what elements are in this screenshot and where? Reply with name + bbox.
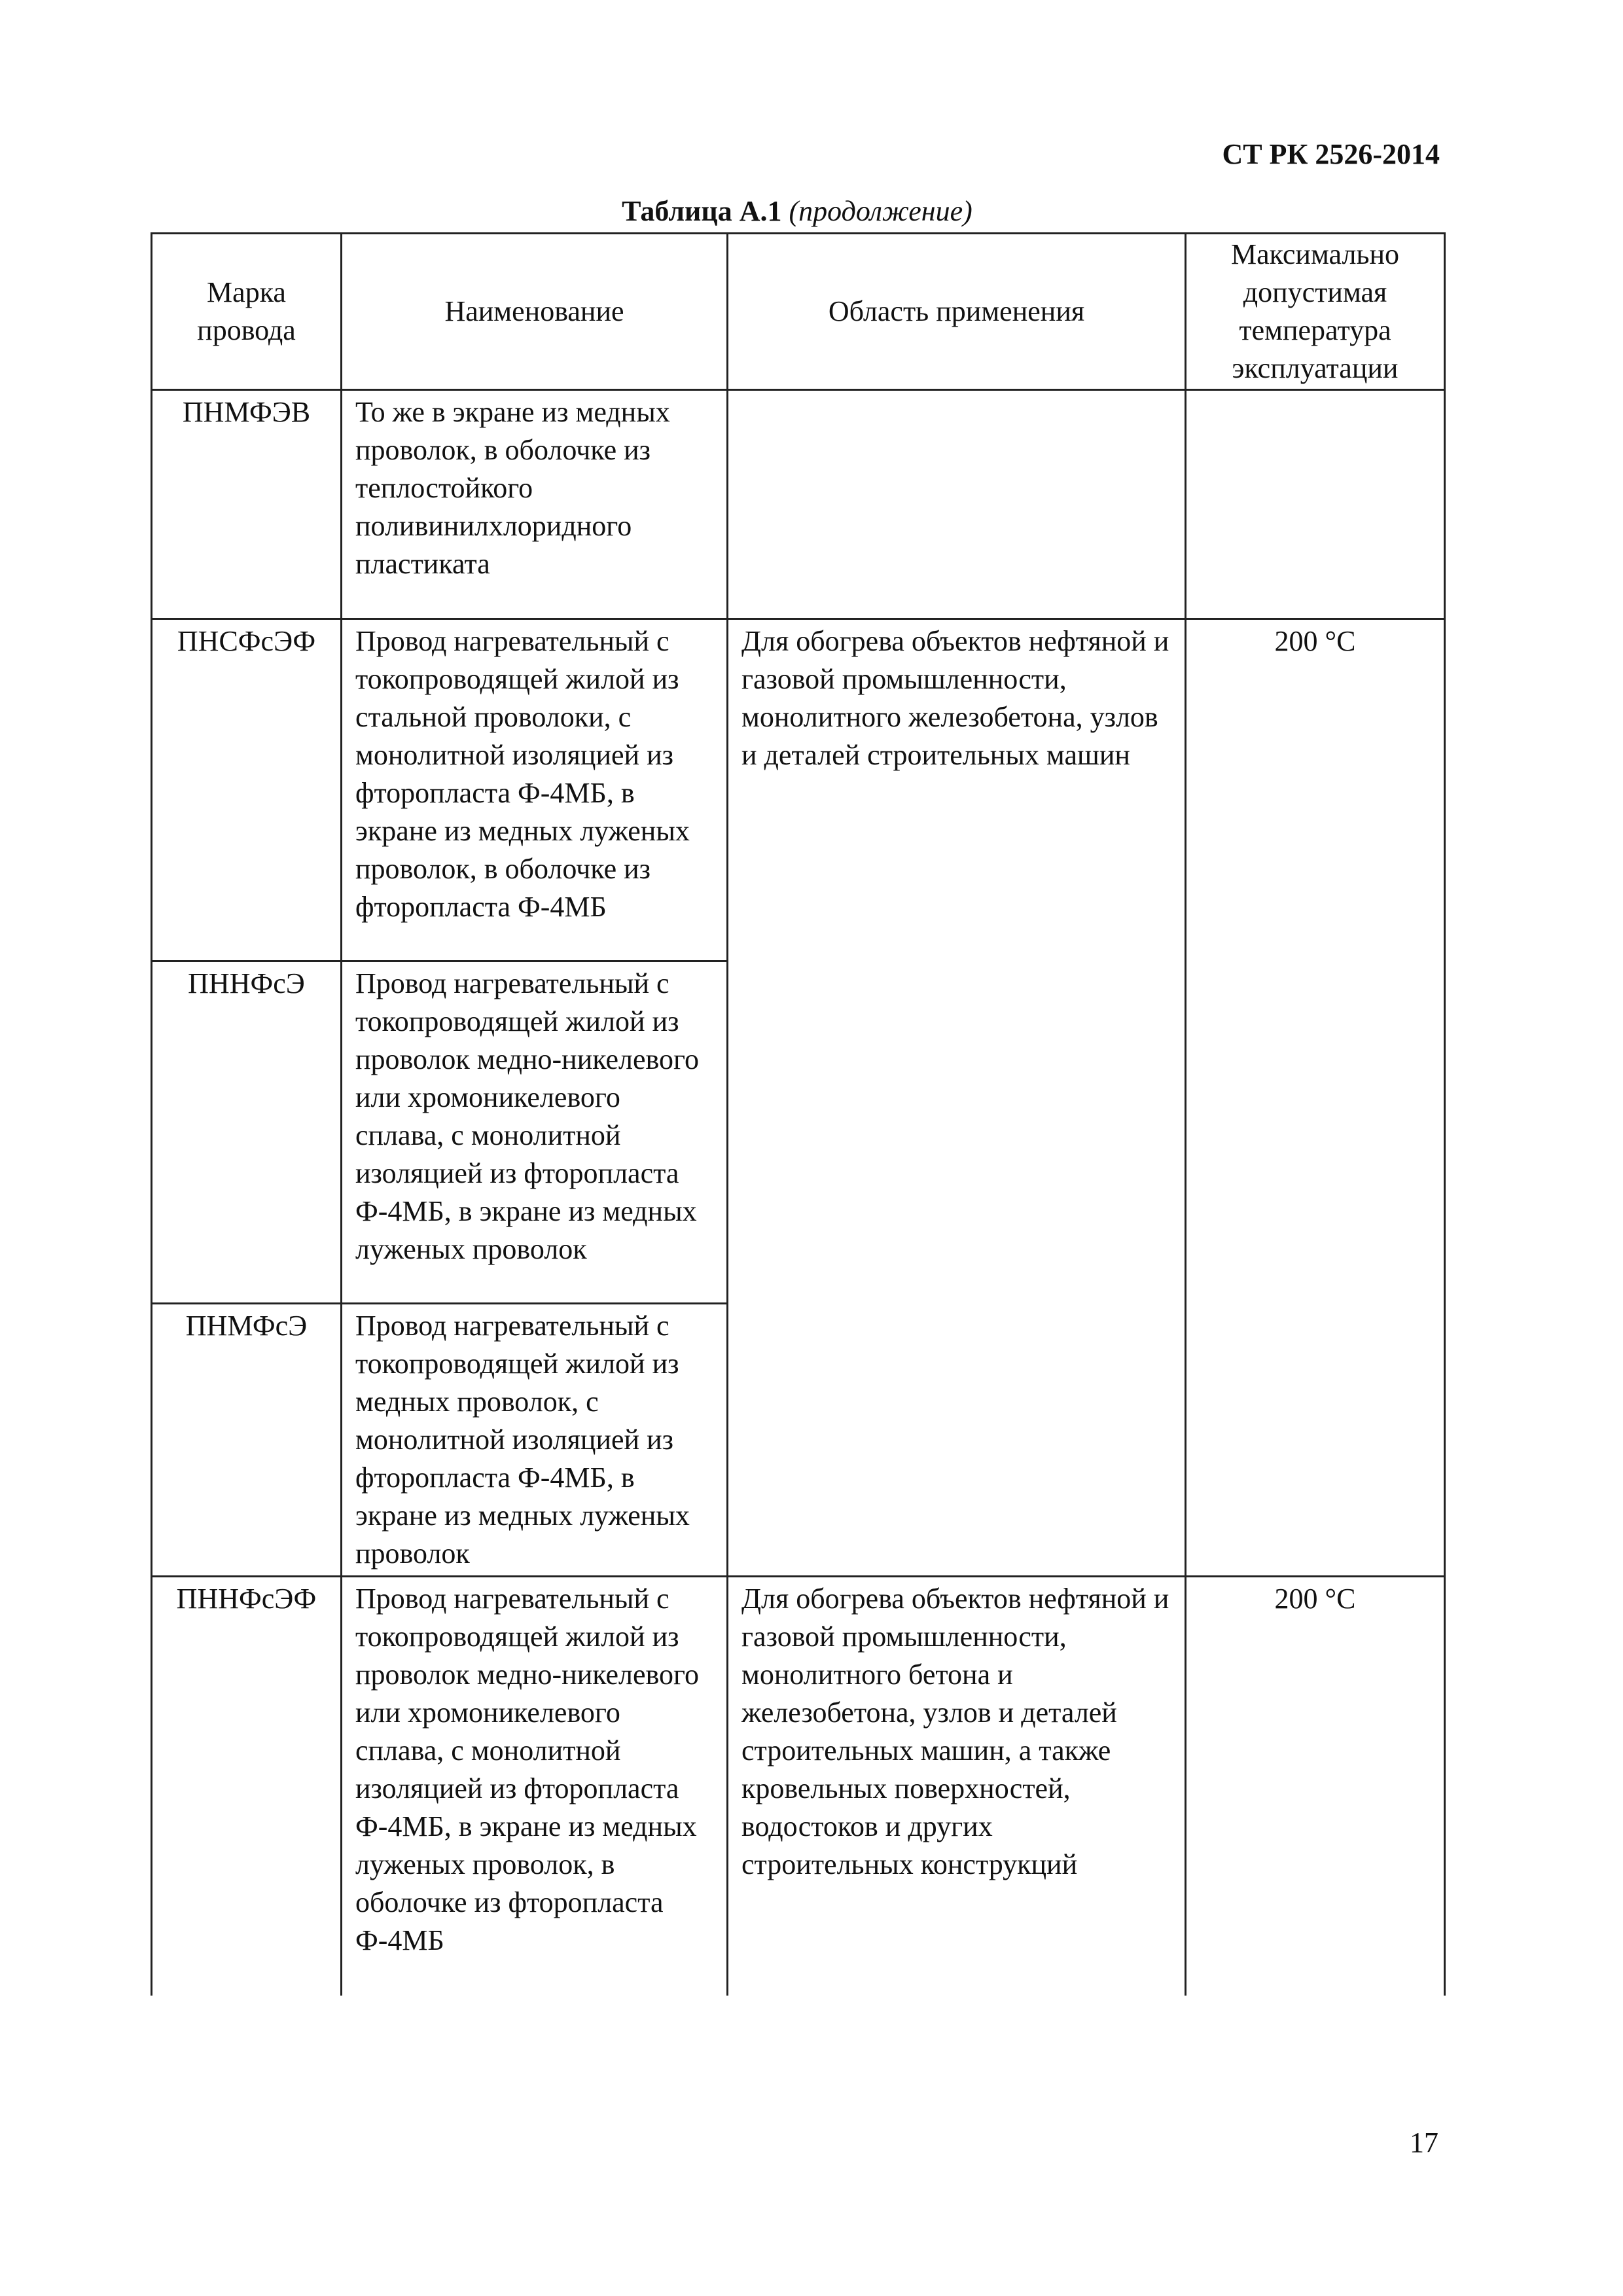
- wire-table: [151, 232, 1446, 1996]
- standard-code: СТ РК 2526-2014: [1222, 138, 1440, 170]
- column-header-name: Наименование: [342, 234, 728, 390]
- cell-name: Провод нагревательный с токопроводящей жилой из проволок медно-никелевого или хромоникелевого сплава, с монолитной изоляцией из фторопласта Ф-4МБ, в экране из медных луженых проволок: [342, 961, 728, 1304]
- cell-name: То же в экране из медных проволок, в оболочке из теплостойкого поливинилхлоридного пластиката: [342, 390, 728, 619]
- cell-name: Провод нагревательный с токопроводящей жилой из стальной проволоки, с монолитной изоляцией из фторопласта Ф-4МБ, в экране из медных луженых проволок, в оболочке из фторопласта Ф-4МБ: [342, 619, 728, 961]
- cell-name: Провод нагревательный с токопроводящей жилой из проволок медно-никелевого или хромоникелевого сплава, с монолитной изоляцией из фторопласта Ф-4МБ, в экране из медных луженых проволок, в оболочке из фторопласта Ф-4МБ: [342, 1577, 728, 1996]
- cell-brand: ПНСФсЭФ: [152, 619, 342, 961]
- cell-brand: ПННФсЭ: [152, 961, 342, 1304]
- column-header-brand: Марка провода: [152, 234, 342, 390]
- table-title-note: (продолжение): [789, 195, 972, 227]
- table-row: [152, 619, 1445, 961]
- column-header-temperature: Максимально допустимая температура эксплуатации: [1186, 234, 1445, 390]
- cell-application: [728, 390, 1186, 619]
- table-row: [152, 1577, 1445, 1996]
- table-title-label: Таблица А.1: [622, 195, 782, 227]
- cell-application: Для обогрева объектов нефтяной и газовой промышленности, монолитного железобетона, узлов и деталей строительных машин: [728, 619, 1186, 1577]
- cell-temperature: 200 °С: [1186, 1577, 1445, 1996]
- cell-brand: ПНМФЭВ: [152, 390, 342, 619]
- table-row: [152, 390, 1445, 619]
- cell-brand: ПННФсЭФ: [152, 1577, 342, 1996]
- table-title: [151, 194, 1444, 228]
- cell-application: Для обогрева объектов нефтяной и газовой промышленности, монолитного бетона и железобетона, узлов и деталей строительных машин, а также кровельных поверхностей, водостоков и других строительных конструкций: [728, 1577, 1186, 1996]
- column-header-application: Область применения: [728, 234, 1186, 390]
- cell-brand: ПНМФсЭ: [152, 1304, 342, 1577]
- cell-name: Провод нагревательный с токопроводящей жилой из медных проволок, с монолитной изоляцией из фторопласта Ф-4МБ, в экране из медных луженых проволок: [342, 1304, 728, 1577]
- table-header-row: [152, 234, 1445, 390]
- page-number: 17: [1410, 2126, 1438, 2159]
- cell-temperature: [1186, 390, 1445, 619]
- cell-temperature: 200 °С: [1186, 619, 1445, 1577]
